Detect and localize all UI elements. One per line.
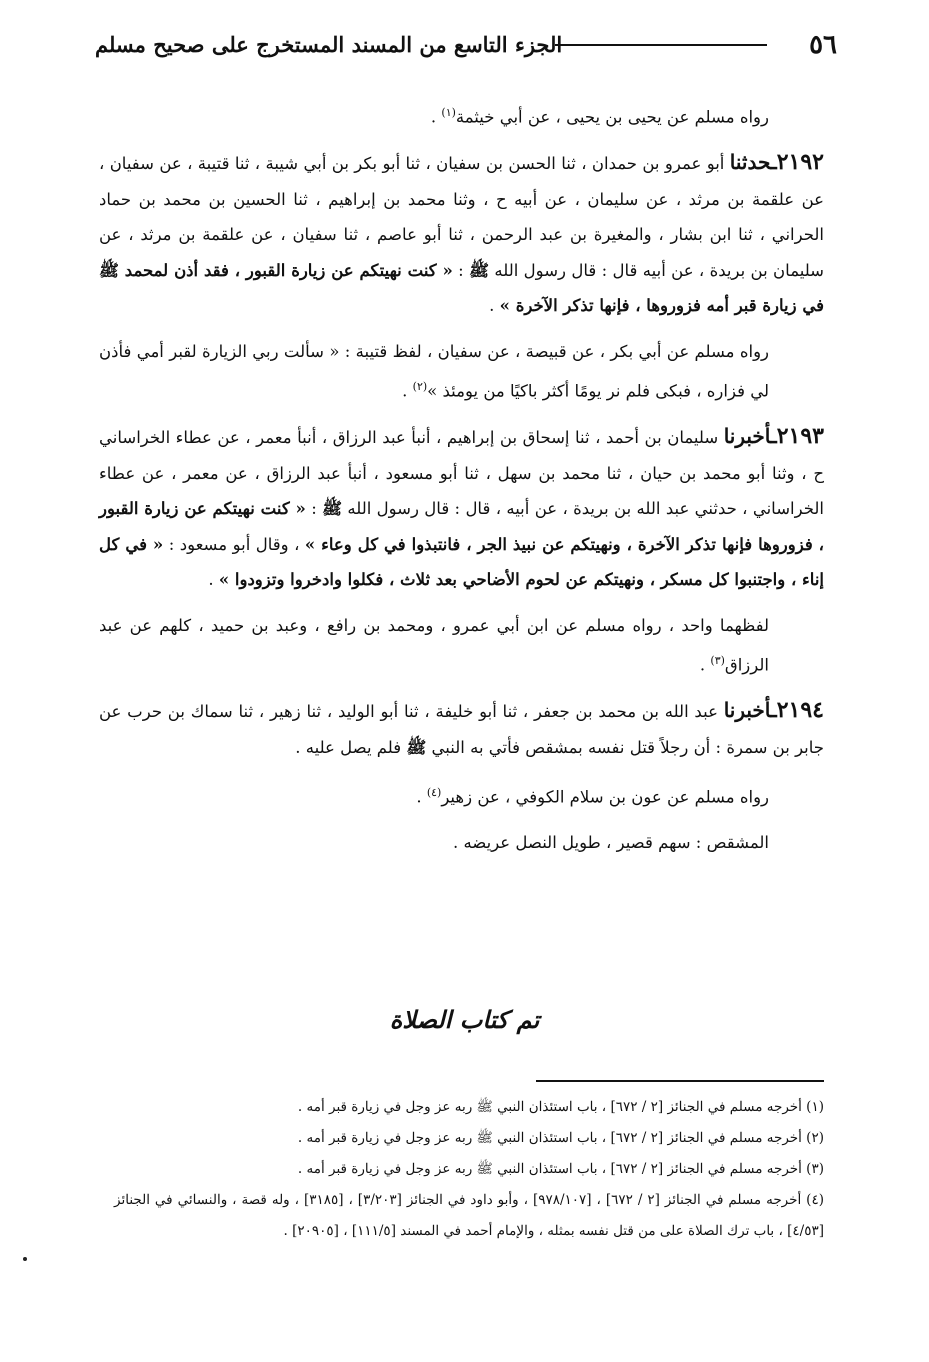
footnote-ref-1: (١) [441,106,456,119]
text: . [699,655,711,675]
footnote-text: أخرجه مسلم في الجنائز [٢ / ٦٧٢] ، [٩٧٨/١٠٧] ، وأبو داود في الجنائز [٣/٢٠٣] ، [٣١٨٥] ، وله قصة ، والنسائي في الجنائز [٤/٥٣] ، باب ترك الصلاة على من قتل نفسه بمثله ، والإمام أحمد في المسند [١١١/٥] ، [٢٠٩٠٥] . [114,1192,824,1239]
matn: « في كل إناء ، واجتنبوا كل مسكر ، ونهيتكم عن لحوم الأضاحي بعد ثلاث ، فكلوا وادخروا وتزودوا » [99,534,824,589]
footnote-1 [114,1092,824,1123]
matn: « كنت نهيتكم عن زيارة القبور ، فقد أذن لمحمد [118,260,453,280]
footnote-3 [114,1154,824,1185]
footnote-4 [114,1185,824,1247]
footnote-ref-3: (٣) [710,654,725,667]
hadith-2194 [99,693,824,765]
page-number: ٥٦ [809,30,837,60]
salla-glyph: ﷺ [406,737,427,757]
text: رواه مسلم عن يحيى بن يحيى ، عن أبي خيثمة [455,107,769,127]
scan-speck [23,1257,27,1261]
matn: في زيارة قبر أمه فزوروها ، فإنها تذكر الآخرة » [499,296,824,315]
paragraph-riwaya-4 [99,775,824,815]
text: : [452,260,470,280]
footnote-mark: (٤) [806,1192,824,1208]
text: . [208,570,219,589]
salla-glyph: ﷺ [322,499,343,518]
footnote-2 [114,1123,824,1154]
text: . [489,296,500,315]
paragraph-gloss [99,825,824,861]
hadith-number: ٢١٩٣ [776,423,824,449]
matn: « كنت نهيتكم عن زيارة القبور ، فزوروها فإنها تذكر الآخرة ، ونهيتكم عن نبيذ الجر ، فانتبذوا في كل وعاء » [99,499,824,554]
hadith-number: ٢١٩٤ [776,697,824,723]
isnad: سليمان بن أحمد ، ثنا إسحاق بن إبراهيم ، أنبأ عبد الرزاق ، أنبأ معمر ، عن عطاء الخراساني ح ، وثنا أبو محمد بن حيان ، ثنا محمد بن سهل ، ثنا أبو مسعود ، أنبأ عبد الرزاق ، عن معمر ، عن عطاء الخراساني ، حدثني عبد الله بن بريدة ، عن أبيه ، قال : قال رسول الله [99,428,824,518]
footnotes [114,1092,824,1247]
isnad: أبو عمرو بن حمدان ، ثنا الحسن بن سفيان ، ثنا أبو بكر بن أبي شيبة ، ثنا قتيبة ، عن سفيان ، عن علقمة بن مرثد ، عن سليمان ، عن أبيه ح ، وثنا محمد بن إبراهيم ، ثنا الحسين بن محمد بن حماد الحراني ، ثنا ابن بشار ، والمغيرة بن عبد الرحمن ، ثنا أبو عاصم ، ثنا سفيان ، عن علقمة بن مرثد ، عن سليمان بن بريدة ، عن أبيه قال : قال رسول الله [99,154,824,280]
footnote-mark: (١) [806,1099,824,1115]
footnote-text: أخرجه مسلم في الجنائز [٢ / ٦٧٢] ، باب استئذان النبي ﷺ ربه عز وجل في زيارة قبر أمه . [297,1130,807,1146]
isnad: عبد الله بن محمد بن جعفر ، ثنا أبو خليفة ، ثنا أبو الوليد ، ثنا زهير ، ثنا سماك بن حرب عن جابر بن سمرة : أن رجلاً قتل نفسه بمشقص فأتي به النبي [99,702,824,757]
hadith-keyword: ـأخبرنا [723,424,777,448]
footnote-rule [536,1080,824,1082]
footnote-ref-4: (٤) [426,786,442,799]
paragraph-riwaya-2 [99,334,824,410]
text: لفظهما واحد ، رواه مسلم عن ابن أبي عمرو ، ومحمد بن رافع ، وعبد بن حميد ، كلهم عن عبد الرزاق [99,615,769,675]
text: المشقص : سهم قصير ، طويل النصل عريضه . [452,833,769,852]
hadith-2193 [99,419,824,598]
main-text [99,95,824,871]
text: . [430,107,442,127]
hadith-2192 [99,145,824,324]
book-end-title: تم كتاب الصلاة [389,1005,540,1034]
text: . [416,787,427,807]
hadith-keyword: ـأخبرنا [723,698,777,722]
footnote-text: أخرجه مسلم في الجنائز [٢ / ٦٧٢] ، باب استئذان النبي ﷺ ربه عز وجل في زيارة قبر أمه . [297,1099,807,1115]
text: رواه مسلم عن عون بن سلام الكوفي ، عن زهير [441,787,769,807]
salla-glyph: ﷺ [469,260,490,280]
footnote-mark: (٣) [806,1161,824,1177]
text: فلم يصل عليه . [295,737,407,757]
text: : [305,499,323,518]
text: . [402,381,413,401]
hadith-keyword: ـحدثنا [729,150,777,174]
footnote-text: أخرجه مسلم في الجنائز [٢ / ٦٧٢] ، باب استئذان النبي ﷺ ربه عز وجل في زيارة قبر أمه . [297,1161,807,1177]
text: رواه مسلم عن أبي بكر ، عن قبيصة ، عن سفيان ، لفظ قتيبة : « سألت ربي الزيارة لقبر أمي فأذن لي فزاره ، فبكى فلم نر يومًا أكثر باكيًا من يومئذ » [99,341,769,401]
paragraph-riwaya-1 [99,95,824,135]
salla-glyph: ﷺ [99,260,119,280]
hadith-number: ٢١٩٢ [776,149,824,175]
header-rule [555,44,767,46]
page-header [95,30,837,80]
paragraph-riwaya-3 [99,608,824,684]
footnote-mark: (٢) [806,1130,824,1146]
footnote-ref-2: (٢) [412,380,428,393]
text: ، وقال أبو مسعود : [163,534,305,554]
running-title: الجزء التاسع من المسند المستخرج على صحيح مسلم [95,32,563,57]
